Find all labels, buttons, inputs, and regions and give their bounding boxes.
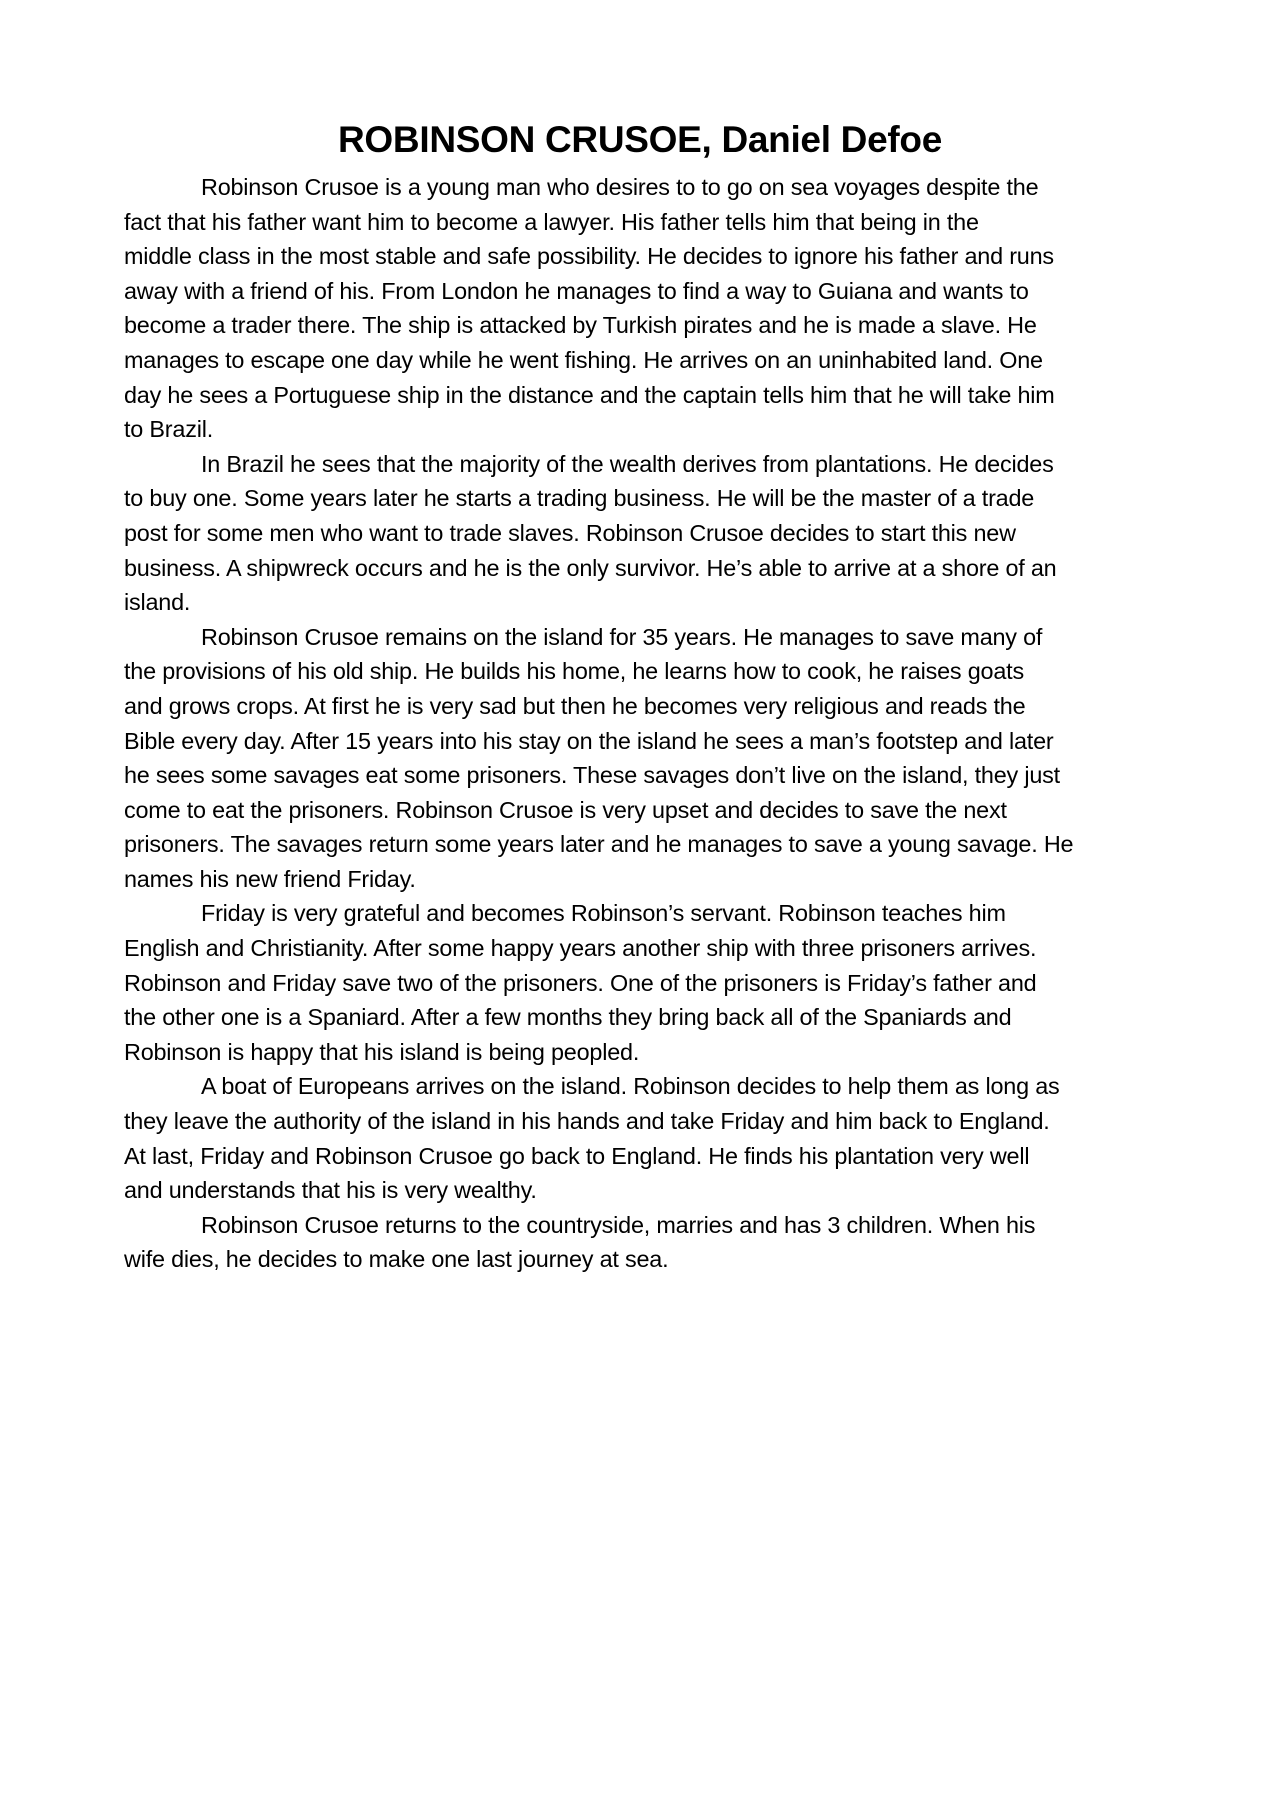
paragraph xyxy=(124,170,1170,447)
paragraph-line: island. xyxy=(124,589,191,616)
paragraph-line: Robinson Crusoe remains on the island for 35 years. He manages to save many of xyxy=(201,623,1043,650)
paragraph-line: manages to escape one day while he went fishing. He arrives on an uninhabited land. One xyxy=(124,346,1043,373)
paragraph-line: In Brazil he sees that the majority of the wealth derives from plantations. He decides xyxy=(201,450,1054,477)
paragraph-line: Friday is very grateful and becomes Robinson’s servant. Robinson teaches him xyxy=(201,900,1006,927)
paragraph-line: prisoners. The savages return some years later and he manages to save a young savage. He xyxy=(124,831,1074,858)
paragraph-line: they leave the authority of the island in his hands and take Friday and him back to England. xyxy=(124,1108,1050,1135)
paragraph-line: fact that his father want him to become a lawyer. His father tells him that being in the xyxy=(124,208,979,235)
paragraph-line: business. A shipwreck occurs and he is the only survivor. He’s able to arrive at a shore of an xyxy=(124,554,1057,581)
paragraph-line: and understands that his is very wealthy. xyxy=(124,1177,537,1204)
paragraph xyxy=(124,1208,1170,1277)
paragraph-line: At last, Friday and Robinson Crusoe go back to England. He finds his plantation very well xyxy=(124,1142,1030,1169)
paragraph xyxy=(124,896,1170,1069)
paragraph-line: names his new friend Friday. xyxy=(124,865,416,892)
paragraph-line: post for some men who want to trade slaves. Robinson Crusoe decides to start this new xyxy=(124,519,1016,546)
paragraph-line: come to eat the prisoners. Robinson Crusoe is very upset and decides to save the next xyxy=(124,796,1007,823)
paragraph-line: middle class in the most stable and safe possibility. He decides to ignore his father and runs xyxy=(124,243,1054,270)
paragraph-line: become a trader there. The ship is attacked by Turkish pirates and he is made a slave. He xyxy=(124,312,1037,339)
paragraph-line: Robinson Crusoe is a young man who desires to to go on sea voyages despite the xyxy=(201,174,1039,200)
paragraph xyxy=(124,447,1170,620)
paragraph-line: wife dies, he decides to make one last journey at sea. xyxy=(124,1246,669,1273)
paragraph-line: the provisions of his old ship. He builds his home, he learns how to cook, he raises goats xyxy=(124,658,1024,685)
paragraph-line: Robinson and Friday save two of the prisoners. One of the prisoners is Friday’s father and xyxy=(124,969,1037,996)
paragraph-line: to buy one. Some years later he starts a trading business. He will be the master of a trade xyxy=(124,485,1035,512)
paragraph-line: Robinson Crusoe returns to the countryside, marries and has 3 children. When his xyxy=(201,1211,1036,1238)
paragraph-line: he sees some savages eat some prisoners. These savages don’t live on the island, they just xyxy=(124,762,1060,789)
page-title: ROBINSON CRUSOE, Daniel Defoe xyxy=(338,119,942,160)
document-body xyxy=(124,170,1170,1277)
paragraph-line: A boat of Europeans arrives on the island. Robinson decides to help them as long as xyxy=(201,1073,1060,1100)
paragraph-line: and grows crops. At first he is very sad but then he becomes very religious and reads the xyxy=(124,692,1026,719)
paragraph-line: Robinson is happy that his island is being peopled. xyxy=(124,1038,640,1065)
paragraph xyxy=(124,1069,1170,1207)
paragraph-line: Bible every day. After 15 years into his stay on the island he sees a man’s footstep and later xyxy=(124,727,1054,754)
paragraph-line: to Brazil. xyxy=(124,416,213,443)
paragraph-line: the other one is a Spaniard. After a few months they bring back all of the Spaniards and xyxy=(124,1004,1012,1031)
paragraph xyxy=(124,620,1170,897)
paragraph-line: English and Christianity. After some happy years another ship with three prisoners arrives. xyxy=(124,935,1037,962)
paragraph-line: day he sees a Portuguese ship in the distance and the captain tells him that he will take him xyxy=(124,381,1055,408)
paragraph-line: away with a friend of his. From London he manages to find a way to Guiana and wants to xyxy=(124,277,1029,304)
